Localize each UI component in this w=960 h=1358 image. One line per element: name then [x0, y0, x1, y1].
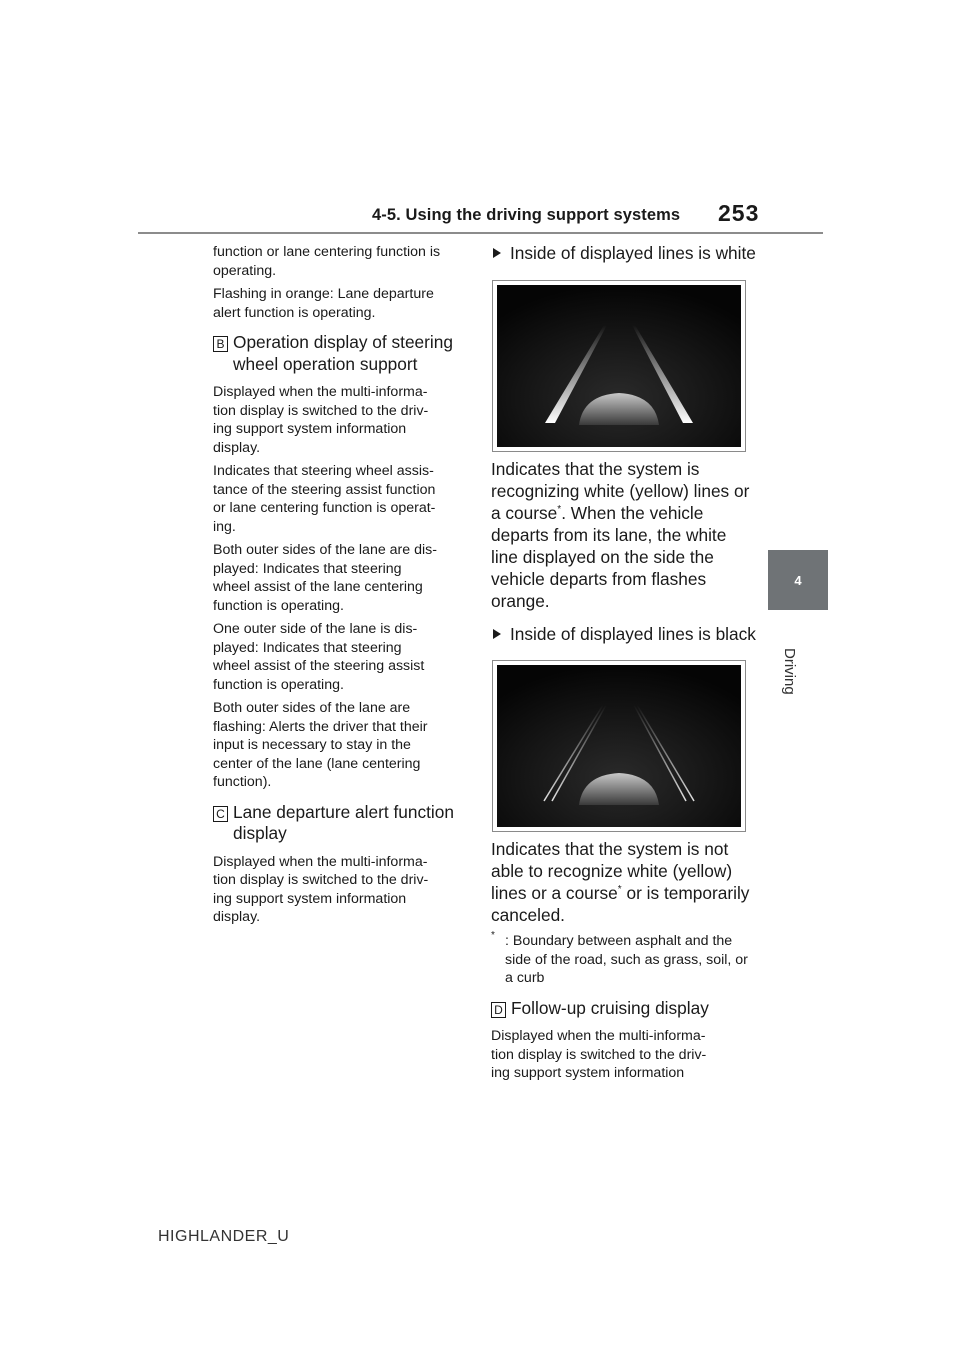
black-lines-description: Indicates that the system is not able to recognize white (yellow) lines or a course* or is temporarily canceled. — [491, 839, 750, 925]
footnote: * : Boundary between asphalt and the side of the road, such as grass, soil, or a curb — [491, 932, 757, 988]
section-b-paragraph-2: Indicates that steering wheel assis- tance of the steering assist function or lane centering function is operat- ing. — [213, 463, 436, 535]
lane-display-white-image — [497, 285, 741, 447]
intro-paragraph-2: Flashing in orange: Lane departure alert function is operating. — [213, 286, 434, 321]
bullet-black-lines: Inside of displayed lines is black — [491, 624, 757, 646]
footnote-mark: * — [557, 503, 562, 515]
chapter-tab[interactable] — [768, 550, 828, 610]
section-title: 4-5. Using the driving support systems — [372, 206, 681, 224]
section-b-paragraph-1: Displayed when the multi-informa- tion display is switched to the driv- ing support system information display. — [213, 384, 429, 456]
section-c-paragraph-1: Displayed when the multi-informa- tion display is switched to the driv- ing support system information display. — [213, 853, 429, 925]
lane-display-black-figure — [492, 660, 746, 832]
section-b-heading: B Operation display of steering wheel operation support — [213, 332, 465, 375]
section-d-heading: D Follow-up cruising display — [491, 998, 757, 1020]
callout-letter-c: C — [213, 806, 228, 822]
lane-display-black-image — [497, 665, 741, 827]
lane-display-white-figure — [492, 280, 746, 452]
section-d-paragraph-1: Displayed when the multi-informa- tion display is switched to the driv- ing support system information — [491, 1028, 707, 1081]
section-c-heading: C Lane departure alert function display — [213, 802, 465, 845]
section-b-paragraph-4: One outer side of the lane is dis- played: Indicates that steering wheel assist of the steering assist function is operating. — [213, 621, 425, 693]
right-column — [491, 243, 757, 1088]
left-column — [213, 243, 465, 932]
header-rule — [138, 232, 823, 234]
bullet-triangle-icon — [493, 629, 501, 639]
footer-model: HIGHLANDER_U — [158, 1228, 290, 1245]
callout-letter-d: D — [491, 1002, 506, 1018]
page-number: 253 — [718, 200, 760, 226]
section-b-paragraph-3: Both outer sides of the lane are dis- played: Indicates that steering wheel assist of the lane centering function is operating. — [213, 542, 437, 614]
bullet-triangle-icon — [493, 248, 501, 258]
bullet-white-lines: Inside of displayed lines is white — [491, 243, 757, 265]
white-lines-description: Indicates that the system is recognizing white (yellow) lines or a course*. When the vehicle departs from its lane, the white line displayed on the side the vehicle departs from flashes orange. — [491, 458, 750, 611]
section-b-paragraph-5: Both outer sides of the lane are flashing: Alerts the driver that their input is necessary to stay in the center of the lane (lane centering function). — [213, 700, 428, 790]
footnote-mark: * — [491, 930, 495, 941]
footnote-mark: * — [617, 884, 622, 896]
callout-letter-b: B — [213, 336, 228, 352]
intro-paragraph-1: function or lane centering function is operating. — [213, 244, 441, 279]
chapter-number: 4 — [794, 572, 802, 588]
chapter-label: Driving — [781, 648, 798, 695]
